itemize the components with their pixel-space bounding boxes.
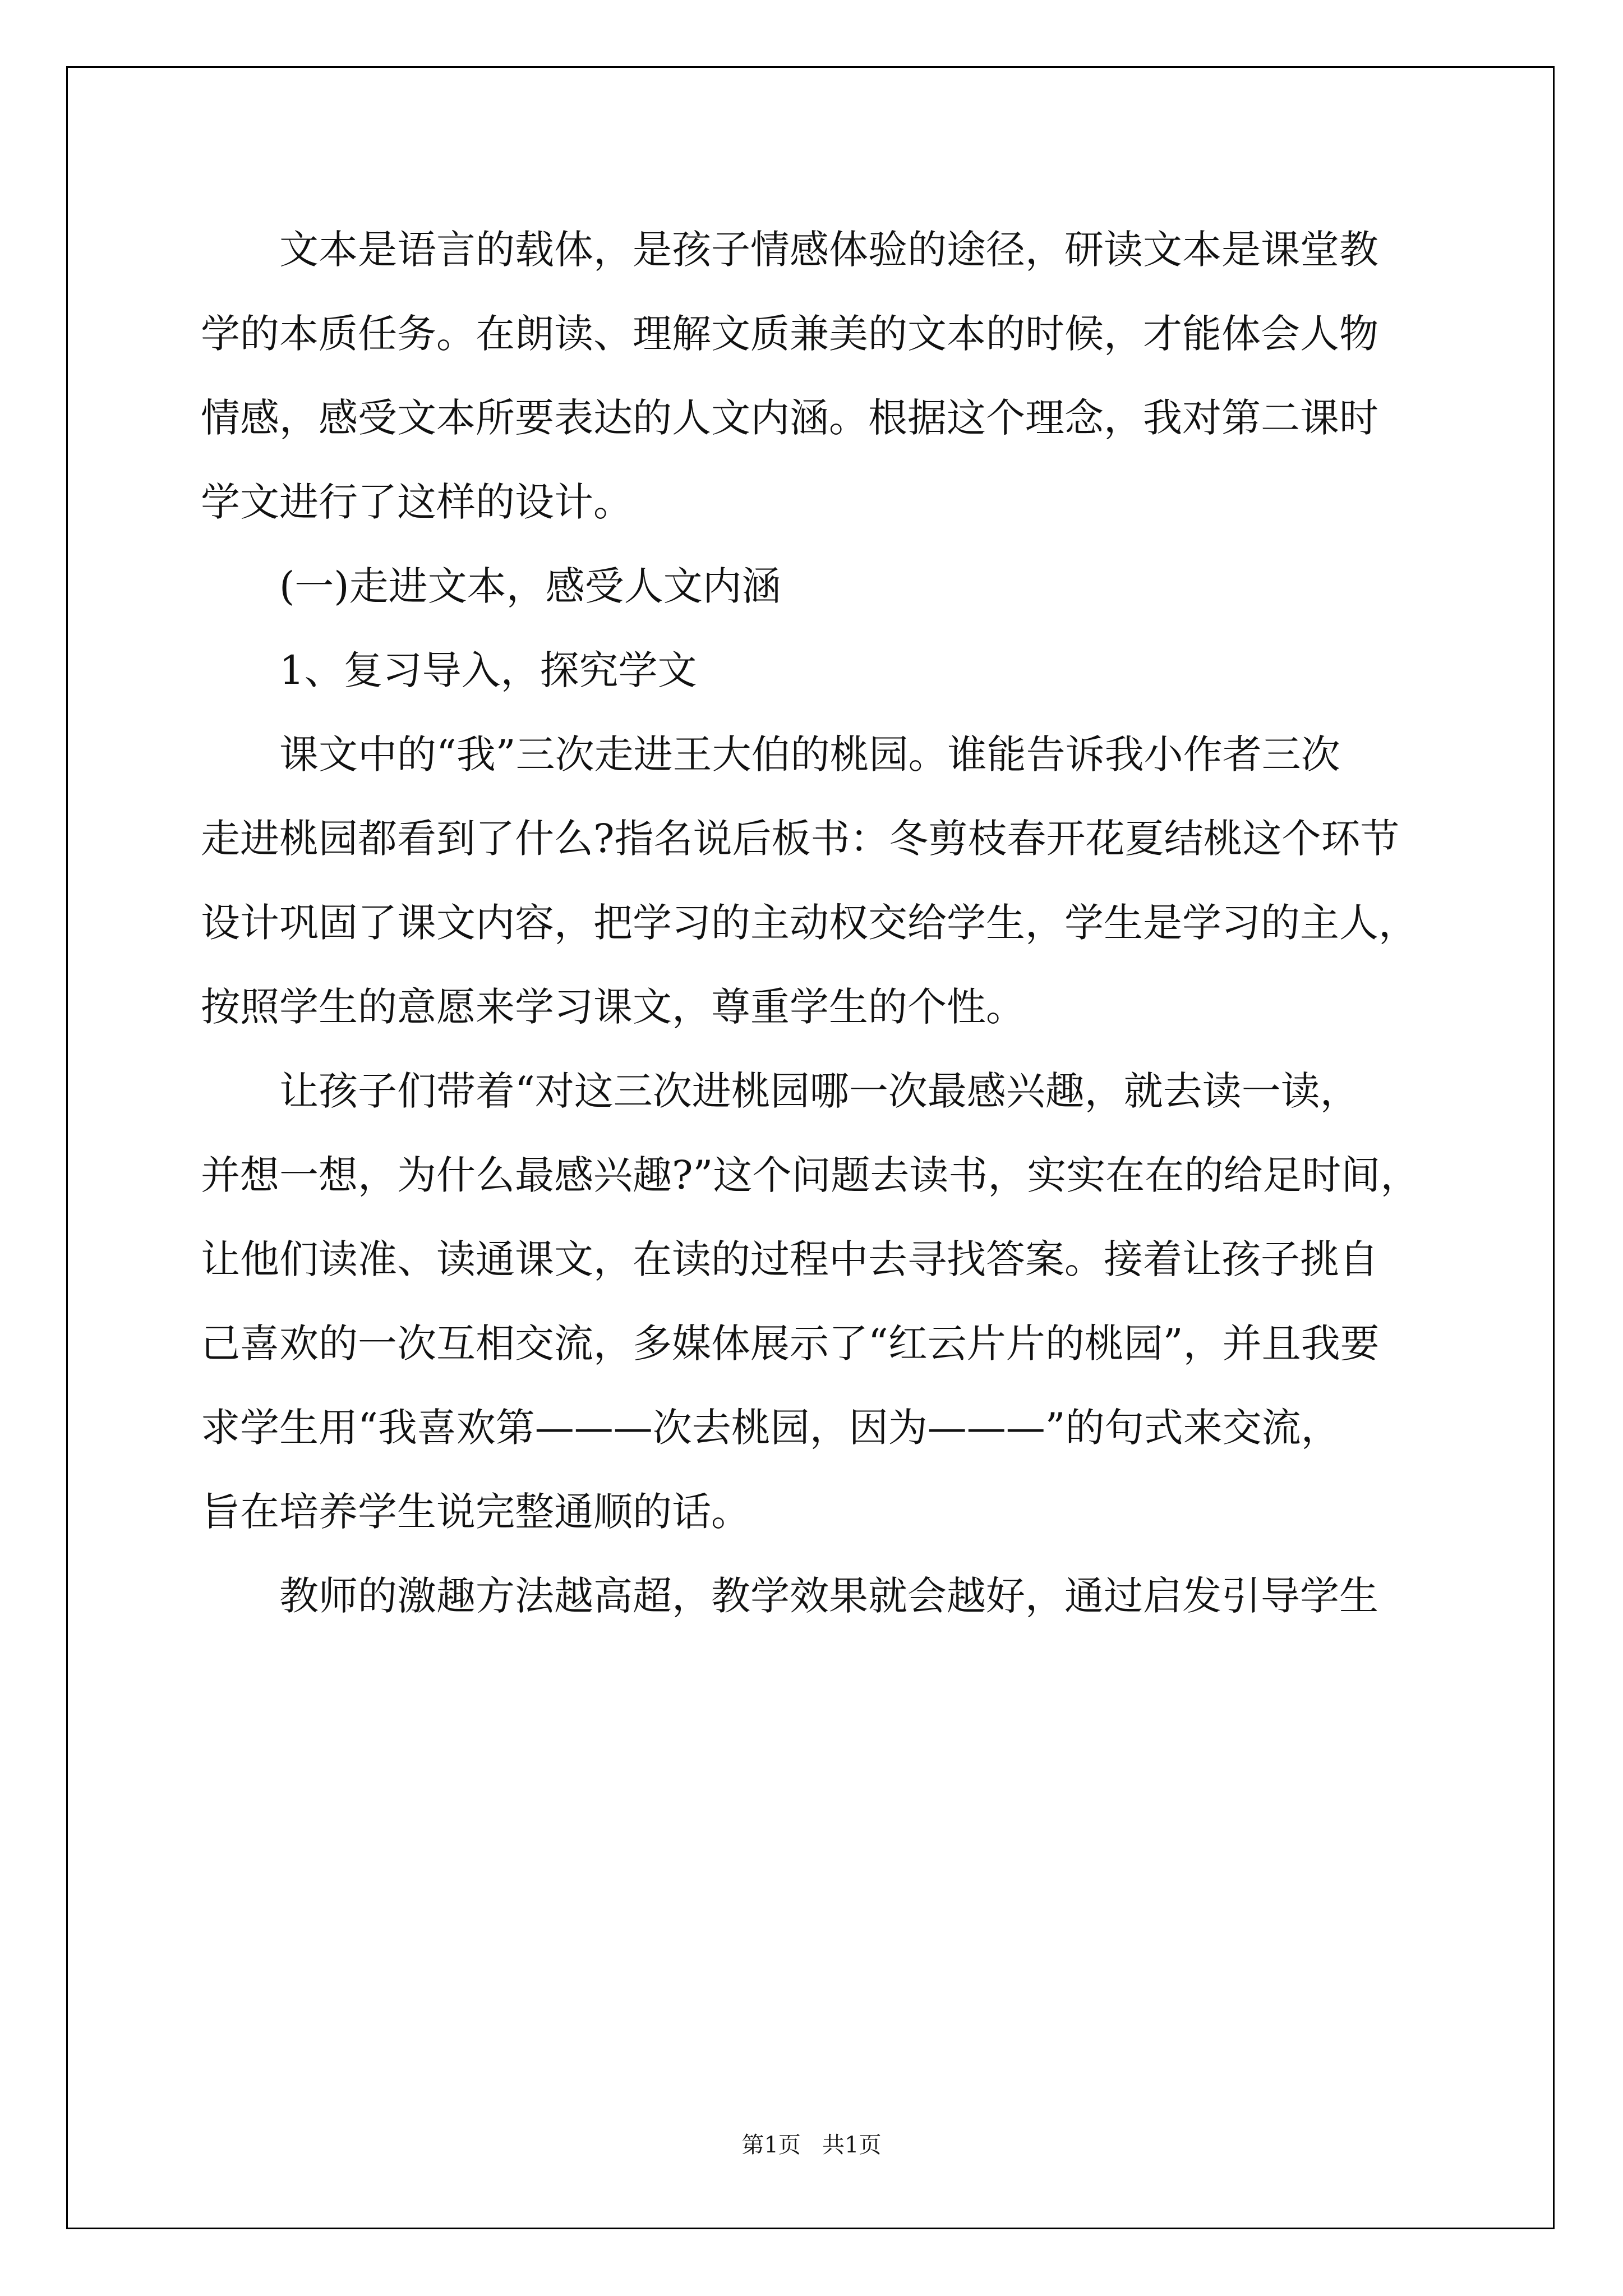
text-line: 走进桃园都看到了什么?指名说后板书：冬剪枝春开花夏结桃这个环节: [201, 816, 1400, 862]
text-line: 文本是语言的载体，是孩子情感体验的途径，研读文本是课堂教: [279, 227, 1378, 273]
text-line: 己喜欢的一次互相交流，多媒体展示了“红云片片的桃园”，并且我要: [201, 1320, 1380, 1366]
text-line: 学的本质任务。在朗读、理解文质兼美的文本的时候，才能体会人物: [201, 311, 1378, 357]
text-line: 旨在培养学生说完整通顺的话。: [201, 1489, 750, 1535]
page-border: [66, 66, 1555, 2229]
text-line: 教师的激趣方法越高超，教学效果就会越好，通过启发引导学生: [279, 1573, 1378, 1619]
text-line: 情感，感受文本所要表达的人文内涵。根据这个理念，我对第二课时: [201, 395, 1378, 441]
text-line: 让孩子们带着“对这三次进桃园哪一次最感兴趣，就去读一读，: [279, 1068, 1359, 1114]
text-line: 求学生用“我喜欢第———次去桃园，因为———”的句式来交流，: [201, 1405, 1340, 1451]
text-line: 按照学生的意愿来学习课文，尊重学生的个性。: [201, 984, 1025, 1030]
text-line: 学文进行了这样的设计。: [201, 479, 633, 525]
text-line: 并想一想，为什么最感兴趣?”这个问题去读书，实实在在的给足时间，: [201, 1152, 1420, 1198]
text-line: 让他们读准、读通课文，在读的过程中去寻找答案。接着让孩子挑自: [201, 1236, 1378, 1282]
text-line: 设计巩固了课文内容，把学习的主动权交给学生，学生是学习的主人，: [201, 900, 1418, 946]
section-heading: (一)走进文本，感受人文内涵: [279, 563, 781, 609]
text-line: 课文中的“我”三次走进王大伯的桃园。谁能告诉我小作者三次: [279, 731, 1340, 777]
subsection-heading: 1、复习导入，探究学文: [279, 647, 697, 693]
page-footer: 第1页 共1页: [741, 2132, 882, 2158]
